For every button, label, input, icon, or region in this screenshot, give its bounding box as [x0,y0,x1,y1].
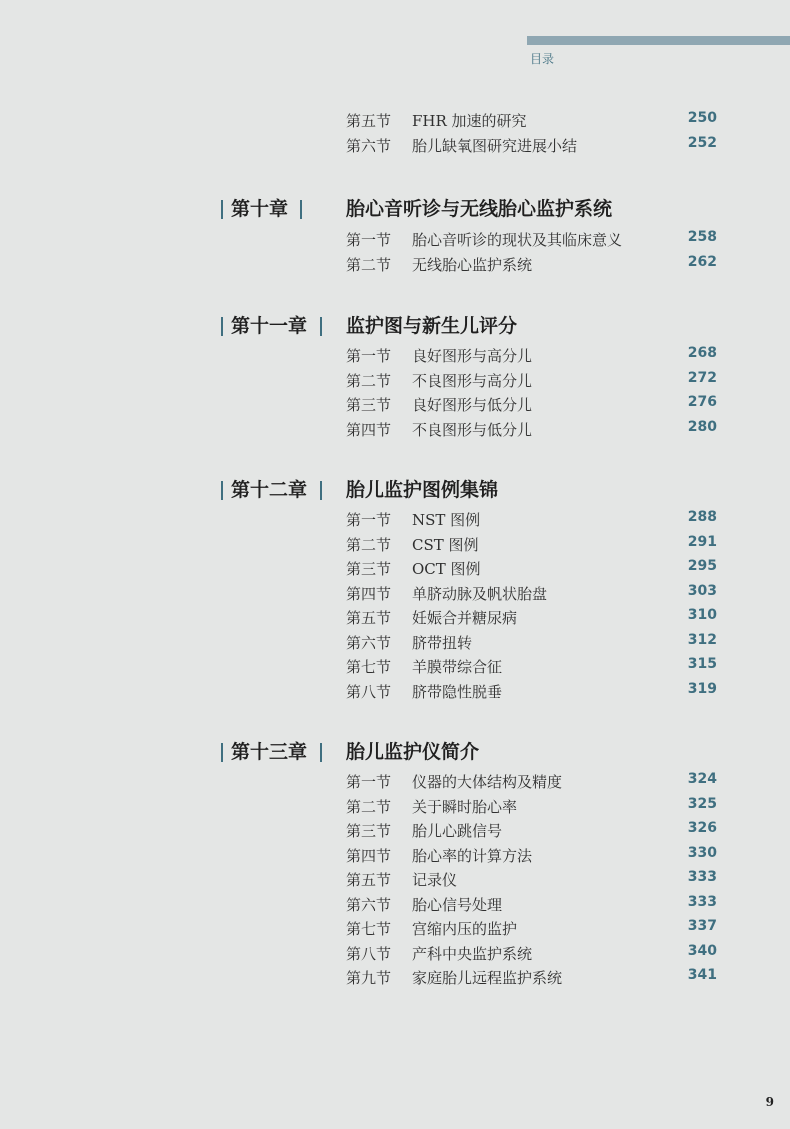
section-title: CST 图例 [412,535,479,554]
section-title: 脐带隐性脱垂 [412,682,503,701]
toc-section-row[interactable] [0,229,790,253]
toc-section-row[interactable] [0,370,790,394]
section-title: OCT 图例 [412,560,481,578]
section-title: 不良图形与低分儿 [412,420,533,439]
toc-section-row[interactable] [0,509,790,533]
section-page-number: 341 [687,967,717,983]
section-title: 妊娠合并糖尿病 [412,609,518,627]
chapter-bar-left [221,200,223,219]
section-title: 家庭胎儿远程监护系统 [412,969,563,987]
toc-section-row[interactable] [0,796,790,820]
toc-section-row[interactable] [0,345,790,369]
section-title: 脐带扭转 [412,633,473,652]
section-number: 第五节 [346,609,392,627]
section-number: 第三节 [346,396,392,414]
toc-chapter-heading[interactable] [0,475,790,505]
section-page-number: 324 [687,771,717,787]
toc-section-row[interactable] [0,583,790,607]
toc-section-row[interactable] [0,394,790,418]
chapter-title: 胎心音听诊与无线胎心监护系统 [346,198,613,220]
header-accent-bar [527,36,790,45]
toc-chapter-heading[interactable] [0,311,790,341]
toc-section-row[interactable] [0,632,790,656]
section-title: NST 图例 [412,511,481,529]
section-page-number: 291 [687,533,717,550]
toc-section-row[interactable] [0,419,790,443]
chapter-bar-right [320,317,322,336]
section-number: 第三节 [346,822,392,840]
chapter-title: 监护图与新生儿评分 [346,315,518,337]
section-title: 无线胎心监护系统 [412,255,533,274]
section-page-number: 310 [687,607,717,623]
section-page-number: 333 [687,893,717,910]
section-number: 第七节 [346,658,392,676]
toc-section-row[interactable] [0,820,790,844]
chapter-bar-left [221,481,223,500]
section-page-number: 337 [687,918,717,934]
section-page-number: 262 [687,253,717,270]
section-title: 宫缩内压的监护 [412,920,518,938]
chapter-bar-left [221,317,223,336]
chapter-number: 第十章 [231,198,289,220]
toc-section-row[interactable] [0,943,790,967]
section-page-number: 280 [687,418,717,435]
toc-section-row[interactable] [0,918,790,942]
toc-section-row[interactable] [0,771,790,795]
toc-section-row[interactable] [0,681,790,705]
chapter-number: 第十二章 [231,479,308,501]
section-page-number: 333 [687,869,717,885]
section-number: 第一节 [346,347,392,365]
section-number: 第六节 [346,633,392,652]
chapter-number: 第十一章 [231,315,308,337]
section-number: 第一节 [346,773,392,791]
section-title: 胎心音听诊的现状及其临床意义 [412,231,623,249]
section-number: 第二节 [346,371,392,390]
chapter-bar-right [320,481,322,500]
section-page-number: 268 [687,345,717,361]
section-title: 良好图形与高分儿 [412,347,533,365]
section-page-number: 303 [687,582,717,599]
toc-section-row[interactable] [0,894,790,918]
section-number: 第三节 [346,560,392,578]
section-title: 不良图形与高分儿 [412,371,533,390]
toc-section-row[interactable] [0,656,790,680]
section-title: 胎心信号处理 [412,895,503,914]
section-number: 第六节 [346,895,392,914]
section-page-number: 288 [687,509,717,525]
toc-section-row[interactable] [0,135,790,159]
section-number: 第二节 [346,535,392,554]
section-number: 第四节 [346,846,392,865]
chapter-bar-right [300,200,302,219]
toc-section-row[interactable] [0,558,790,582]
toc-section-row[interactable] [0,845,790,869]
toc-section-row[interactable] [0,534,790,558]
section-page-number: 258 [687,229,717,245]
chapter-title: 胎儿监护仪简介 [346,741,480,763]
section-page-number: 276 [687,394,717,410]
section-title: 记录仪 [412,871,458,889]
page-number: 9 [765,1095,774,1109]
section-number: 第一节 [346,231,392,249]
section-number: 第七节 [346,920,392,938]
toc-section-row[interactable] [0,607,790,631]
toc-section-row[interactable] [0,967,790,991]
chapter-bar-left [221,743,223,762]
section-title: 关于瞬时胎心率 [412,797,518,816]
section-page-number: 325 [687,795,717,812]
section-number: 第八节 [346,944,392,963]
section-page-number: 330 [687,844,717,861]
section-page-number: 272 [687,369,717,386]
section-number: 第四节 [346,420,392,439]
section-number: 第二节 [346,797,392,816]
chapter-title: 胎儿监护图例集锦 [346,479,499,501]
section-number: 第五节 [346,871,392,889]
section-number: 第九节 [346,969,392,987]
section-title: FHR 加速的研究 [412,112,527,130]
toc-chapter-heading[interactable] [0,737,790,767]
header-label: 目录 [530,52,555,66]
section-title: 胎儿缺氧图研究进展小结 [412,137,578,155]
section-title: 良好图形与低分儿 [412,396,533,414]
chapter-number: 第十三章 [231,741,308,763]
section-number: 第四节 [346,584,392,603]
section-title: 羊膜带综合征 [412,658,503,676]
section-number: 第八节 [346,682,392,701]
section-page-number: 319 [687,680,717,697]
section-number: 第六节 [346,137,392,155]
chapter-bar-right [320,743,322,762]
section-page-number: 252 [687,135,717,151]
section-title: 胎心率的计算方法 [412,846,533,865]
section-page-number: 340 [687,942,717,959]
section-page-number: 295 [687,558,717,574]
section-page-number: 326 [687,820,717,836]
section-title: 胎儿心跳信号 [412,822,503,840]
section-number: 第一节 [346,511,392,529]
section-title: 仪器的大体结构及精度 [412,773,563,791]
section-title: 单脐动脉及帆状胎盘 [412,584,548,603]
section-page-number: 315 [687,656,717,672]
toc-section-row[interactable] [0,254,790,278]
section-title: 产科中央监护系统 [412,944,533,963]
section-number: 第五节 [346,112,392,130]
section-page-number: 250 [687,110,717,126]
section-number: 第二节 [346,255,392,274]
toc-section-row[interactable] [0,869,790,893]
section-page-number: 312 [687,631,717,648]
toc-chapter-heading[interactable] [0,194,790,224]
toc-section-row[interactable] [0,110,790,134]
